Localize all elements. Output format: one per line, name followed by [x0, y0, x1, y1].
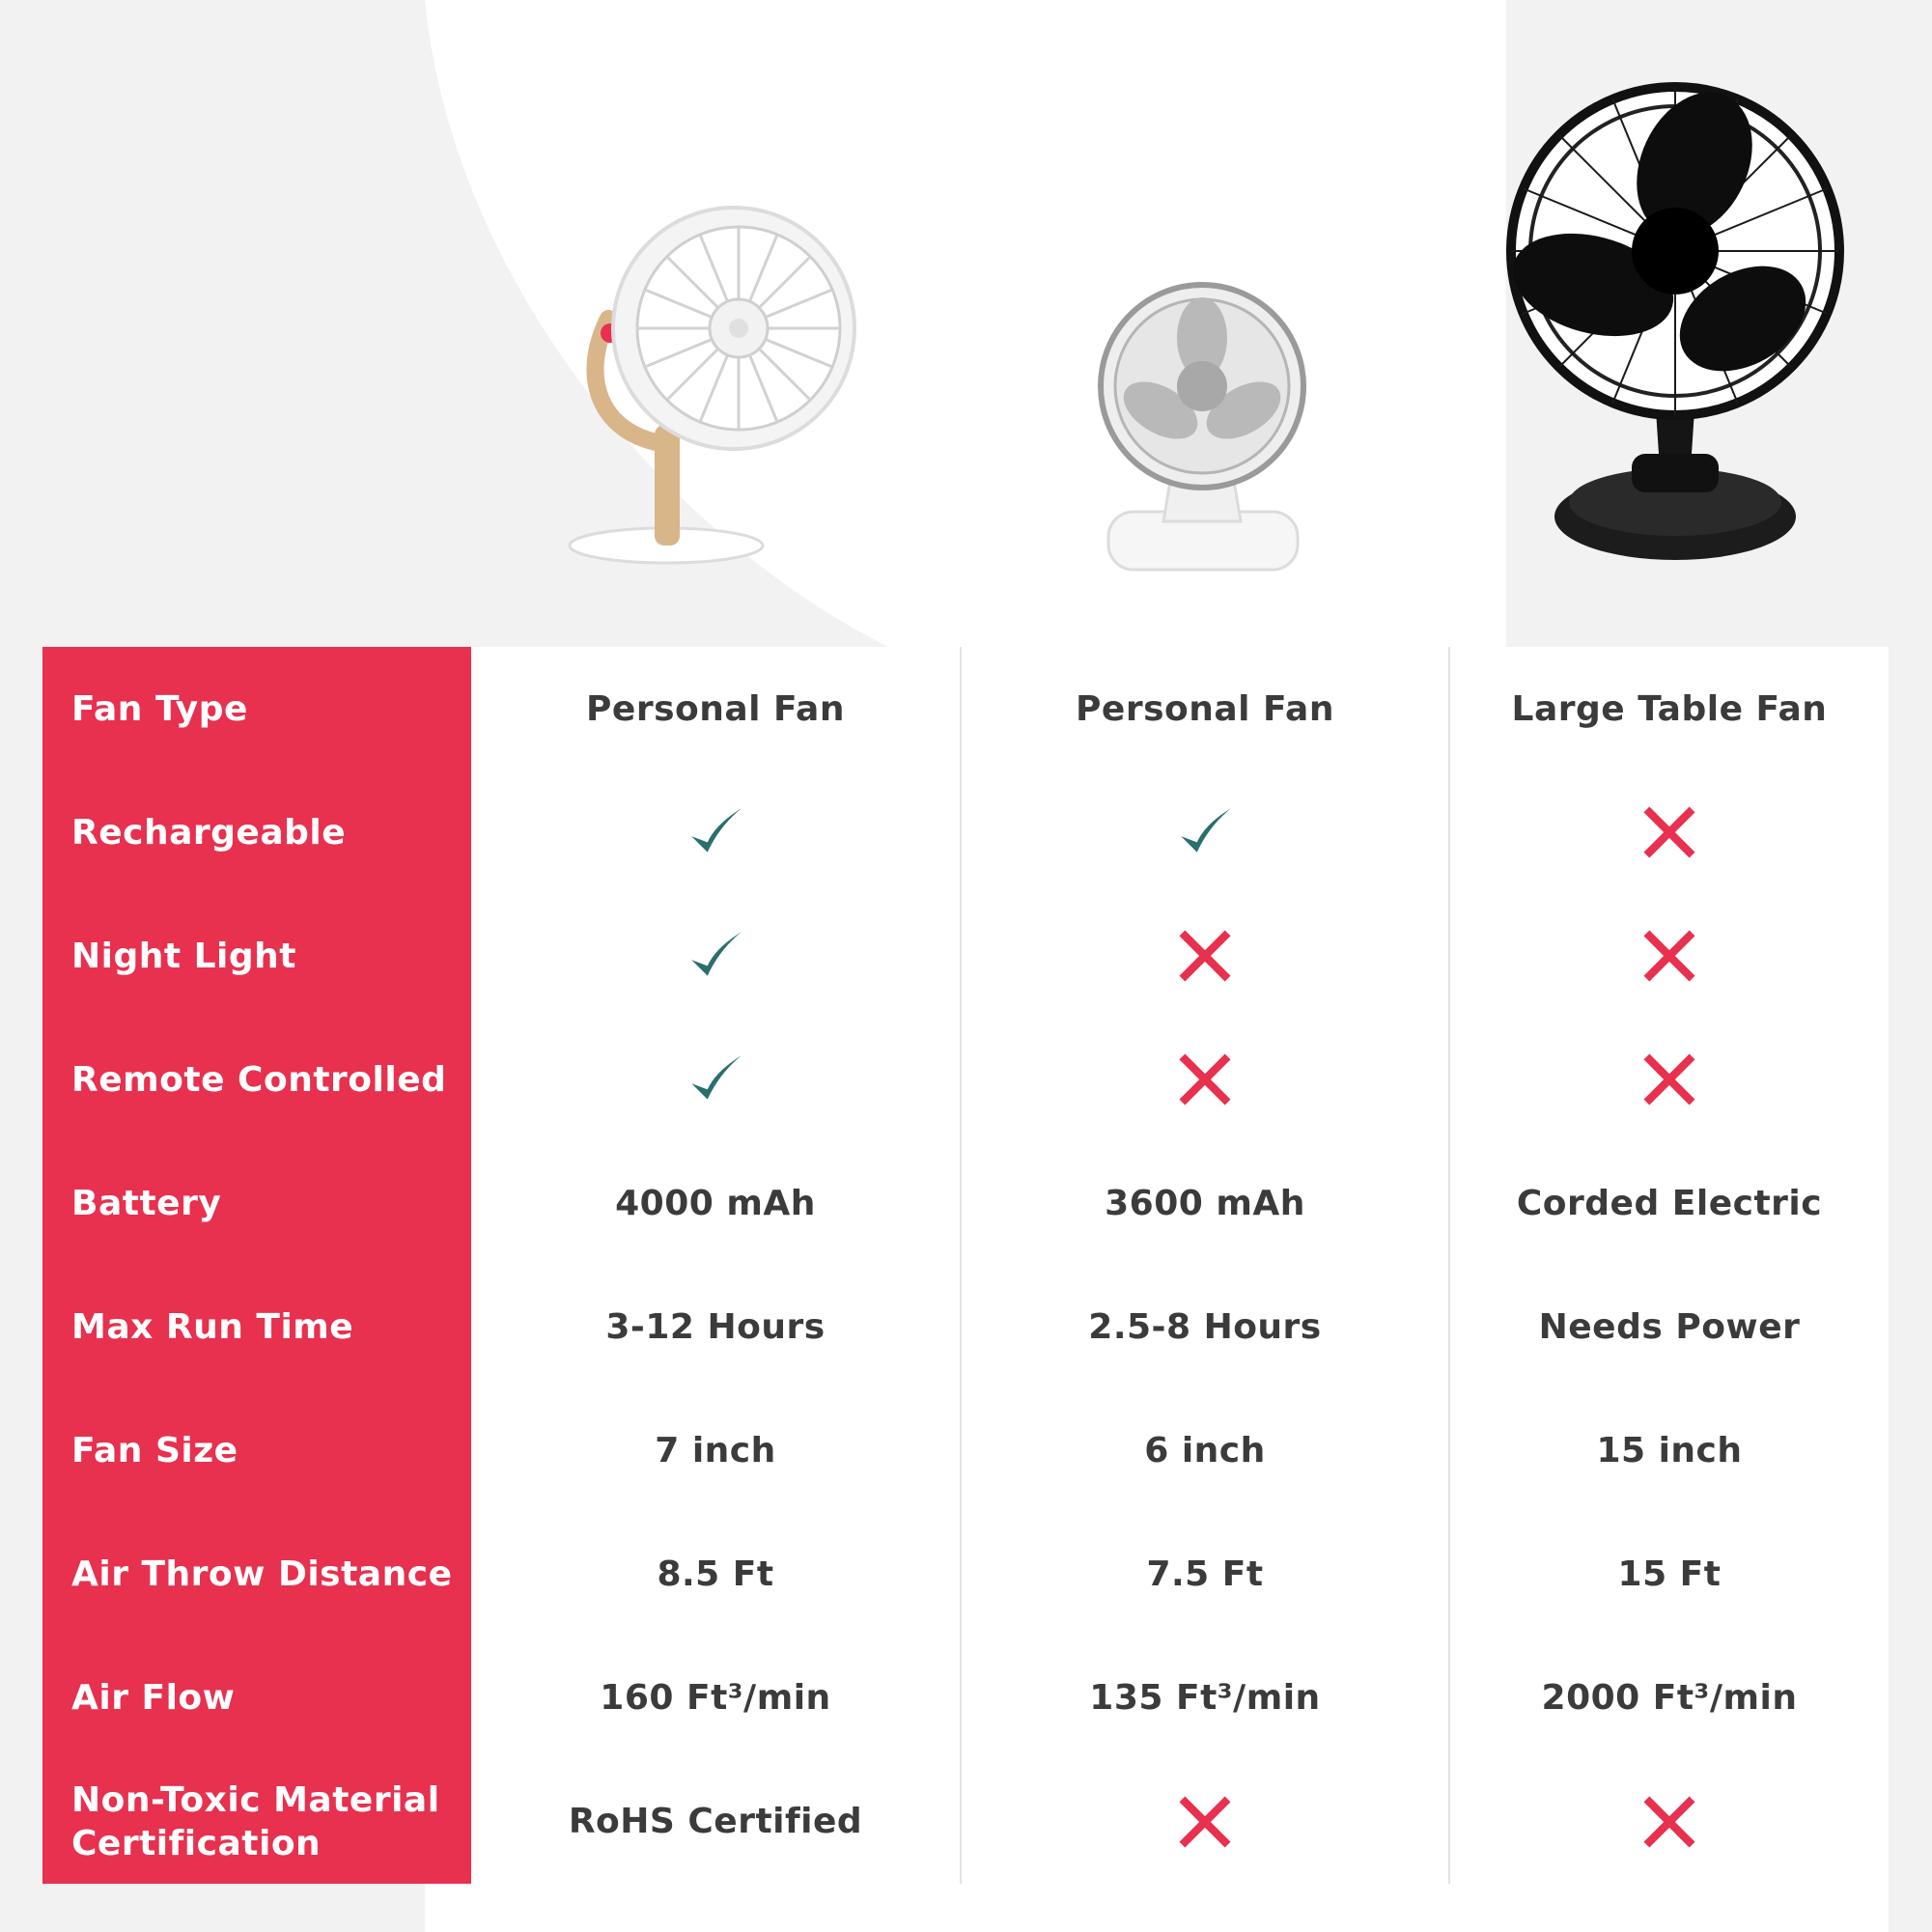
row-label-battery: Battery [42, 1141, 471, 1265]
cross-icon [1175, 1792, 1235, 1852]
cell-fan-type-product-1: Personal Fan [586, 688, 845, 729]
cell-max-run-time-product-2: 2.5-8 Hours [960, 1266, 1448, 1389]
cell-battery-product-1: 4000 mAh [615, 1183, 816, 1223]
cross-icon [1175, 926, 1235, 986]
cell-fan-type-product-2: Personal Fan [960, 647, 1448, 770]
cell-battery-product-2: 3600 mAh [960, 1141, 1448, 1265]
cell-certification-product-1 [471, 1760, 960, 1884]
cell-rechargeable-product-1 [471, 770, 960, 894]
cell-night-light-product-3 [1448, 894, 1889, 1018]
cross-icon [1639, 1050, 1699, 1109]
cell-certification-product-2 [960, 1760, 1448, 1884]
cross-icon [1175, 1050, 1235, 1109]
check-icon [686, 1050, 745, 1109]
cell-fan-size-product-2: 6 inch [960, 1389, 1448, 1513]
row-label-fan-type: Fan Type [42, 647, 471, 770]
cell-text: RoHS Certified [568, 1802, 863, 1842]
check-icon [686, 926, 745, 986]
cell-night-light-product-2 [960, 894, 1448, 1018]
row-label-fan-size: Fan Size [42, 1389, 471, 1513]
check-icon [1175, 802, 1235, 862]
cell-fan-type-product-3: Large Table Fan [1448, 647, 1889, 770]
cell-fan-size-product-1: 7 inch [655, 1431, 776, 1471]
row-label-air-flow: Air Flow [42, 1637, 471, 1760]
row-label-remote-controlled: Remote Controlled [42, 1018, 471, 1141]
cell-certification-product-3 [1448, 1760, 1889, 1884]
cell-air-throw-product-2: 7.5 Ft [960, 1513, 1448, 1637]
cell-air-flow-product-3: 2000 Ft³/min [1448, 1637, 1889, 1760]
row-label-air-throw-distance: Air Throw Distance [42, 1513, 471, 1637]
cross-icon [1639, 926, 1699, 986]
cell-air-flow-product-1: 160 Ft³/min [600, 1678, 831, 1719]
cell-air-throw-product-1: 8.5 Ft [657, 1554, 774, 1595]
cell-battery-product-3: Corded Electric [1448, 1141, 1889, 1265]
row-label-rechargeable: Rechargeable [42, 770, 471, 894]
row-label-max-run-time: Max Run Time [42, 1266, 471, 1389]
cell-rechargeable-product-3 [1448, 770, 1889, 894]
cell-remote-controlled-product-2 [960, 1018, 1448, 1141]
cross-icon [1639, 1792, 1699, 1852]
cell-air-flow-product-2: 135 Ft³/min [960, 1637, 1448, 1760]
cell-remote-controlled-product-1 [471, 1018, 960, 1141]
cell-rechargeable-product-2 [960, 770, 1448, 894]
check-icon [686, 802, 745, 862]
cross-icon [1639, 802, 1699, 862]
cell-air-throw-product-3: 15 Ft [1448, 1513, 1889, 1637]
cell-max-run-time-product-3: Needs Power [1448, 1266, 1889, 1389]
cell-remote-controlled-product-3 [1448, 1018, 1889, 1141]
product-image-personal-fan-white [541, 183, 869, 589]
cell-max-run-time-product-1: 3-12 Hours [605, 1307, 826, 1348]
product-image-large-table-fan-black [1497, 77, 1854, 579]
row-label-certification: Non-Toxic Material Certification [42, 1760, 471, 1884]
row-label-night-light: Night Light [42, 894, 471, 1018]
product-image-personal-fan-small [1081, 270, 1313, 589]
cell-night-light-product-1 [471, 894, 960, 1018]
cell-fan-size-product-3: 15 inch [1448, 1389, 1889, 1513]
comparison-table [42, 647, 1889, 1884]
